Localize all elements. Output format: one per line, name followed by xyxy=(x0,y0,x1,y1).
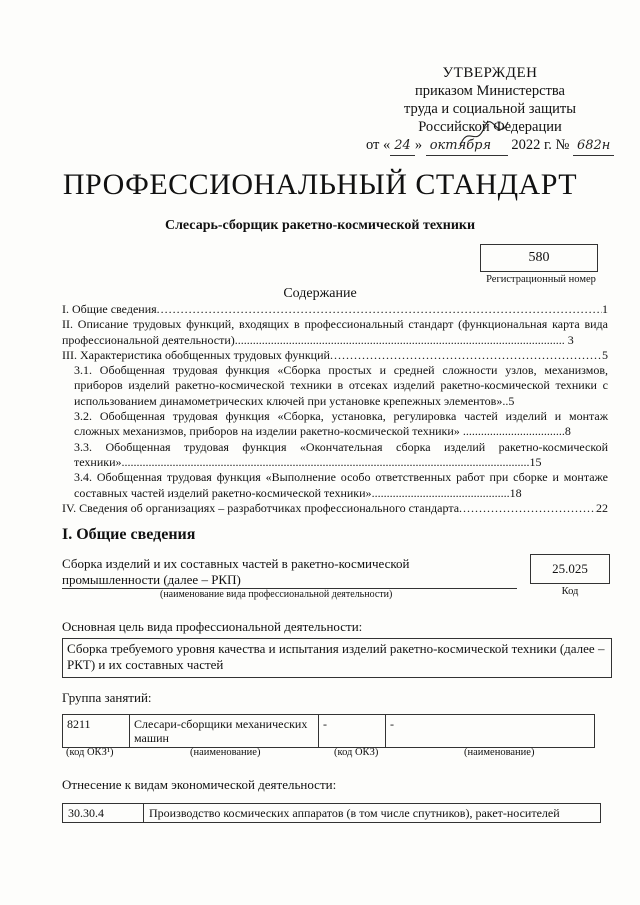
approval-date-line: от « 24 » октября 2022 г. № 682н xyxy=(360,136,620,156)
handwritten-month: октября xyxy=(426,137,508,156)
econ-activity-label: Отнесение к видам экономической деятельности: xyxy=(62,777,337,792)
table-row xyxy=(63,804,601,823)
code-caption: Код xyxy=(561,586,579,597)
goal-box: Сборка требуемого уровня качества и испытания изделий ракетно-космической техники (далее – РКТ) и их составных частей xyxy=(62,638,612,678)
toc-item[interactable]: 3.3. Обобщенная трудовая функция «Окончательная сборка изделий ракетно-космической техники»........................................................................................................................................15 xyxy=(74,439,608,469)
table-cell: - xyxy=(319,715,386,748)
approval-title: УТВЕРЖДЕН xyxy=(442,65,538,81)
activity-kind-caption: (наименование вида профессиональной деятельности) xyxy=(160,589,393,600)
group-caption: (наименование) xyxy=(464,747,535,758)
document-subtitle: Слесарь-сборщик ракетно-космической техники xyxy=(164,218,476,233)
section-heading: I. Общие сведения xyxy=(62,526,196,543)
approval-block xyxy=(360,64,620,156)
group-caption: (код ОКЗ) xyxy=(334,747,379,758)
activity-kind-name: Сборка изделий и их составных частей в ракетно-космической промышленности (далее – РКП) xyxy=(62,556,410,587)
table-of-contents xyxy=(62,302,608,516)
toc-item[interactable]: IV. Сведения об организациях – разработчиках профессионального стандарта ..... 22 xyxy=(62,501,608,516)
econ-activity-table xyxy=(62,803,601,823)
toc-item[interactable]: 3.1. Обобщенная трудовая функция «Сборка простых и средней сложности узлов, механизмов, приборов изделий ракетно-космической техники в отсеках изделий ракетно-космической техники с использованием динамометрических ключей при установке крепежных элементов»..5 xyxy=(74,363,608,408)
registration-label: Регистрационный номер xyxy=(486,274,596,285)
handwritten-day: 24 xyxy=(390,137,415,156)
table-cell: Производство космических аппаратов (в том числе спутников), ракет-носителей xyxy=(144,804,601,823)
toc-title: Содержание xyxy=(283,286,357,301)
toc-item[interactable]: 3.4. Обобщенная трудовая функция «Выполнение особо ответственных работ при сборке и монтаже составных частей изделий ракетно-космической техники»..............................................18 xyxy=(74,470,608,500)
toc-item[interactable]: III. Характеристика обобщенных трудовых функций ..... 5 xyxy=(62,348,608,363)
group-caption: (код ОКЗ¹) xyxy=(66,747,114,758)
document-title: ПРОФЕССИОНАЛЬНЫЙ СТАНДАРТ xyxy=(62,168,578,201)
approval-line-3: Российской Федерации xyxy=(418,119,562,135)
handwritten-order-number: 682н xyxy=(573,137,614,156)
occupation-group-label: Группа занятий: xyxy=(62,690,152,705)
table-cell: Слесари-сборщики механических машин xyxy=(130,715,319,748)
toc-item[interactable]: 3.2. Обобщенная трудовая функция «Сборка, установка, регулировка частей изделий и монтаж сложных механизмов, приборов на изделии ракетно-космической техники» ..................................8 xyxy=(74,409,608,439)
toc-item[interactable]: I. Общие сведения ..... 1 xyxy=(62,302,608,317)
table-cell: - xyxy=(386,715,595,748)
toc-item[interactable]: II. Описание трудовых функций, входящих в профессиональный стандарт (функциональная карта вида профессиональной деятельности).............................................................................................................. 3 xyxy=(62,317,608,347)
goal-label: Основная цель вида профессиональной деятельности: xyxy=(62,619,363,634)
group-caption: (наименование) xyxy=(190,747,261,758)
table-cell: 30.30.4 xyxy=(63,804,144,823)
table-cell: 8211 xyxy=(63,715,130,748)
table-row xyxy=(63,715,595,748)
activity-code: 25.025 xyxy=(530,554,610,584)
approval-line-2: труда и социальной защиты xyxy=(404,101,576,117)
registration-number: 580 xyxy=(480,244,598,272)
occupation-group-table xyxy=(62,714,595,748)
approval-line-1: приказом Министерства xyxy=(415,83,565,99)
